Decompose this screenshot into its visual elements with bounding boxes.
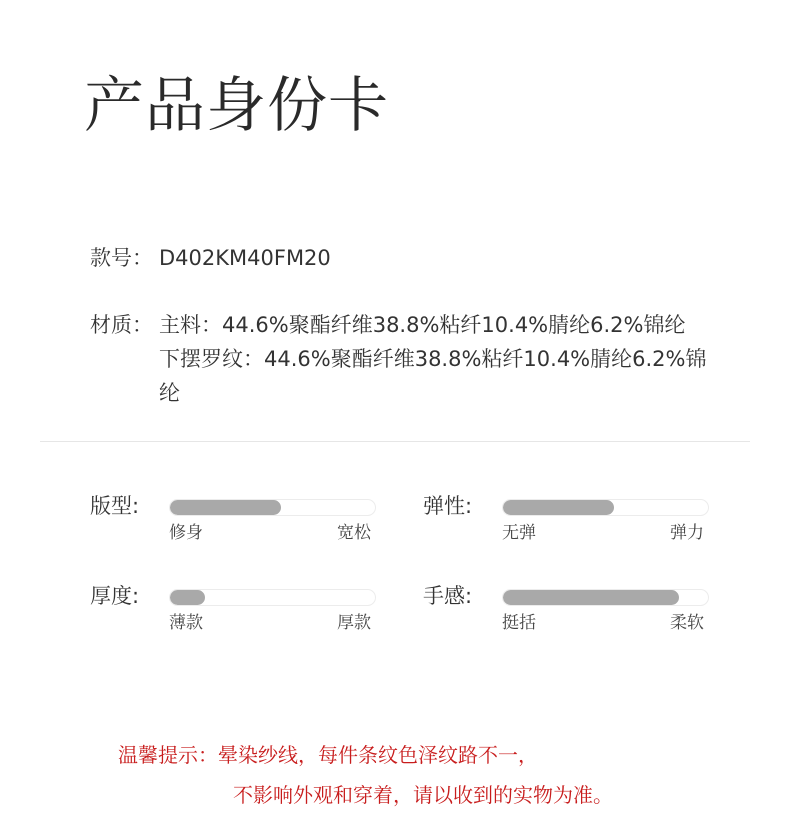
style-number-value: D402KM40FM20 bbox=[159, 246, 331, 270]
fit-min-label: 修身 bbox=[169, 523, 203, 543]
hand-feel-bar bbox=[502, 589, 709, 606]
attribute-thickness bbox=[90, 582, 390, 642]
fit-label: 版型: bbox=[90, 494, 140, 518]
material-rib-line-cont: 纶 bbox=[159, 381, 180, 405]
thickness-bar-fill bbox=[170, 590, 205, 605]
notice-line-1: 温馨提示：晕染纱线，每件条纹色泽纹路不一， bbox=[118, 743, 538, 767]
thickness-label: 厚度: bbox=[90, 584, 140, 608]
elasticity-label: 弹性: bbox=[423, 494, 473, 518]
thickness-min-label: 薄款 bbox=[169, 613, 203, 633]
material-value bbox=[159, 308, 759, 410]
care-notice bbox=[118, 735, 613, 815]
fit-bar bbox=[169, 499, 376, 516]
hand-feel-bar-fill bbox=[503, 590, 679, 605]
hand-feel-max-label: 柔软 bbox=[670, 613, 704, 633]
attribute-hand-feel bbox=[423, 582, 723, 642]
attribute-elasticity bbox=[423, 492, 723, 552]
page-title: 产品身份卡 bbox=[84, 71, 389, 141]
elasticity-max-label: 弹力 bbox=[670, 523, 704, 543]
style-number-row bbox=[90, 241, 770, 275]
thickness-bar bbox=[169, 589, 376, 606]
material-label: 材质： bbox=[90, 313, 153, 337]
material-rib-line: 下摆罗纹：44.6%聚酯纤维38.8%粘纤10.4%腈纶6.2%锦 bbox=[159, 347, 707, 371]
fit-bar-fill bbox=[170, 500, 281, 515]
fit-max-label: 宽松 bbox=[337, 523, 371, 543]
section-divider bbox=[40, 441, 750, 442]
material-main-line: 主料：44.6%聚酯纤维38.8%粘纤10.4%腈纶6.2%锦纶 bbox=[159, 313, 686, 337]
elasticity-bar-fill bbox=[503, 500, 614, 515]
style-number-label: 款号： bbox=[90, 246, 153, 270]
attribute-fit bbox=[90, 492, 390, 552]
elasticity-bar bbox=[502, 499, 709, 516]
material-row bbox=[90, 308, 770, 410]
elasticity-min-label: 无弹 bbox=[502, 523, 536, 543]
hand-feel-label: 手感: bbox=[423, 584, 473, 608]
notice-line-2: 不影响外观和穿着，请以收到的实物为准。 bbox=[233, 783, 613, 807]
thickness-max-label: 厚款 bbox=[337, 613, 371, 633]
hand-feel-min-label: 挺括 bbox=[502, 613, 536, 633]
